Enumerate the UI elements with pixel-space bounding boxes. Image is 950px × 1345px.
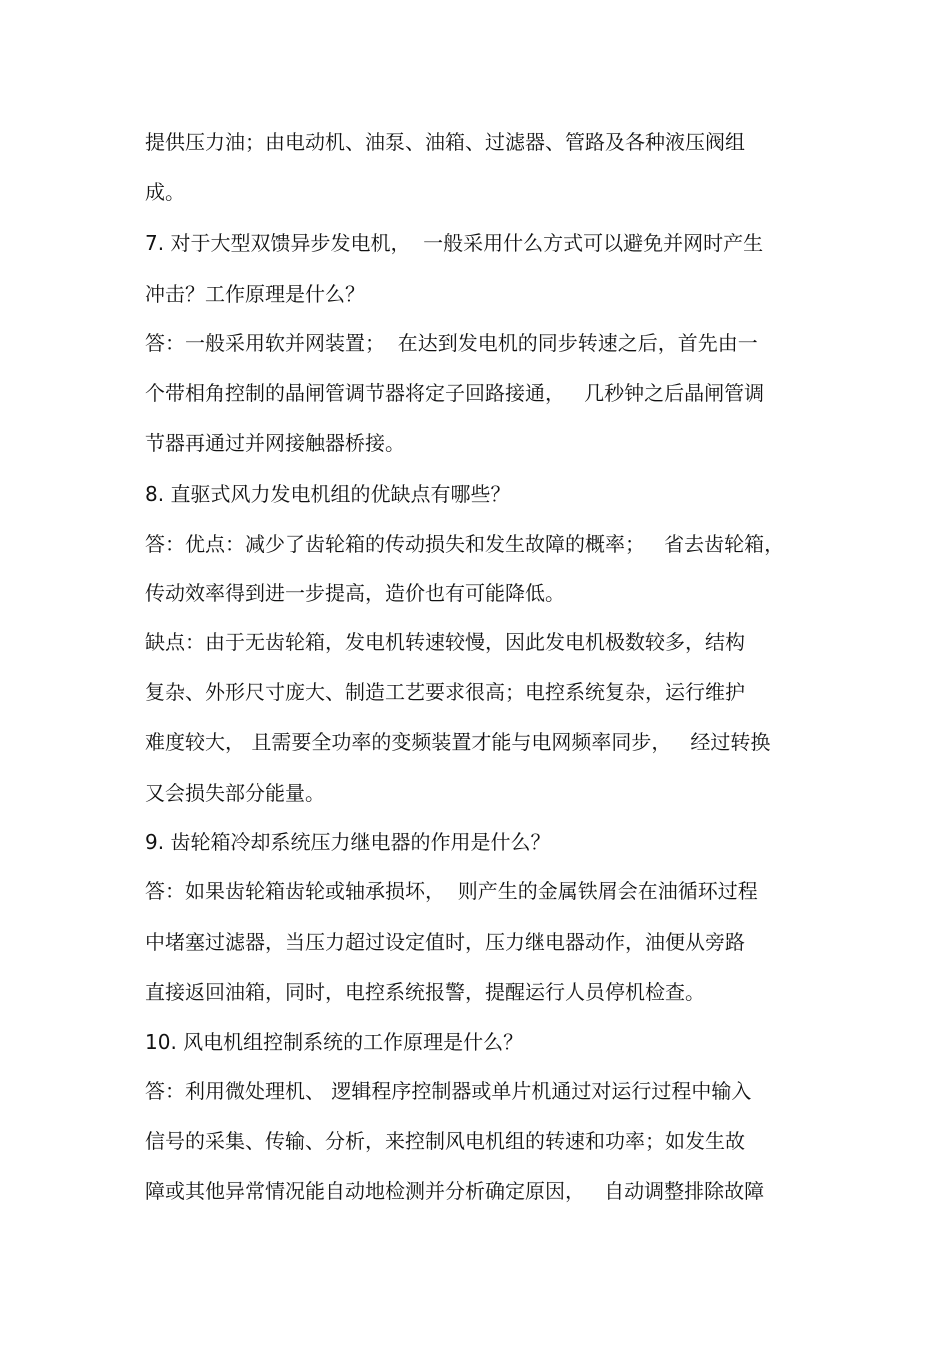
question-9: 9. 齿轮箱冷却系统压力继电器的作用是什么？ — [145, 830, 551, 854]
answer-8: 答：优点：减少了齿轮箱的传动损失和发生故障的概率； 省去齿轮箱， — [145, 532, 785, 556]
text-line: 缺点：由于无齿轮箱，发电机转速较慢，因此发电机极数较多，结构 — [145, 630, 745, 654]
text-line: 直接返回油箱，同时，电控系统报警，提醒运行人员停机检查。 — [145, 980, 705, 1004]
text-line: 障或其他异常情况能自动地检测并分析确定原因， 自动调整排除故障 — [145, 1179, 765, 1203]
text-line: 个带相角控制的晶闸管调节器将定子回路接通， 几秒钟之后晶闸管调 — [145, 381, 765, 405]
text-line: 传动效率得到进一步提高，造价也有可能降低。 — [145, 581, 565, 605]
text-line: 难度较大， 且需要全功率的变频装置才能与电网频率同步， 经过转换 — [145, 730, 771, 754]
text-line: 中堵塞过滤器，当压力超过设定值时，压力继电器动作，油便从旁路 — [145, 930, 745, 954]
question-8: 8. 直驱式风力发电机组的优缺点有哪些？ — [145, 482, 511, 506]
text-line: 复杂、外形尺寸庞大、制造工艺要求很高；电控系统复杂，运行维护 — [145, 680, 745, 704]
question-7: 7. 对于大型双馈异步发电机， 一般采用什么方式可以避免并网时产生 — [145, 231, 764, 255]
answer-9: 答：如果齿轮箱齿轮或轴承损坏， 则产生的金属铁屑会在油循环过程 — [145, 879, 758, 903]
text-line: 冲击？工作原理是什么？ — [145, 282, 365, 306]
question-10: 10. 风电机组控制系统的工作原理是什么？ — [145, 1030, 524, 1054]
text-line: 成。 — [145, 180, 185, 204]
answer-10: 答：利用微处理机、 逻辑程序控制器或单片机通过对运行过程中输入 — [145, 1079, 752, 1103]
text-line: 又会损失部分能量。 — [145, 781, 325, 805]
text-line: 节器再通过并网接触器桥接。 — [145, 431, 405, 455]
text-line: 信号的采集、传输、分析，来控制风电机组的转速和功率；如发生故 — [145, 1129, 745, 1153]
answer-7: 答：一般采用软并网装置； 在达到发电机的同步转速之后，首先由一 — [145, 331, 758, 355]
text-line: 提供压力油；由电动机、油泵、油箱、过滤器、管路及各种液压阀组 — [145, 130, 745, 154]
